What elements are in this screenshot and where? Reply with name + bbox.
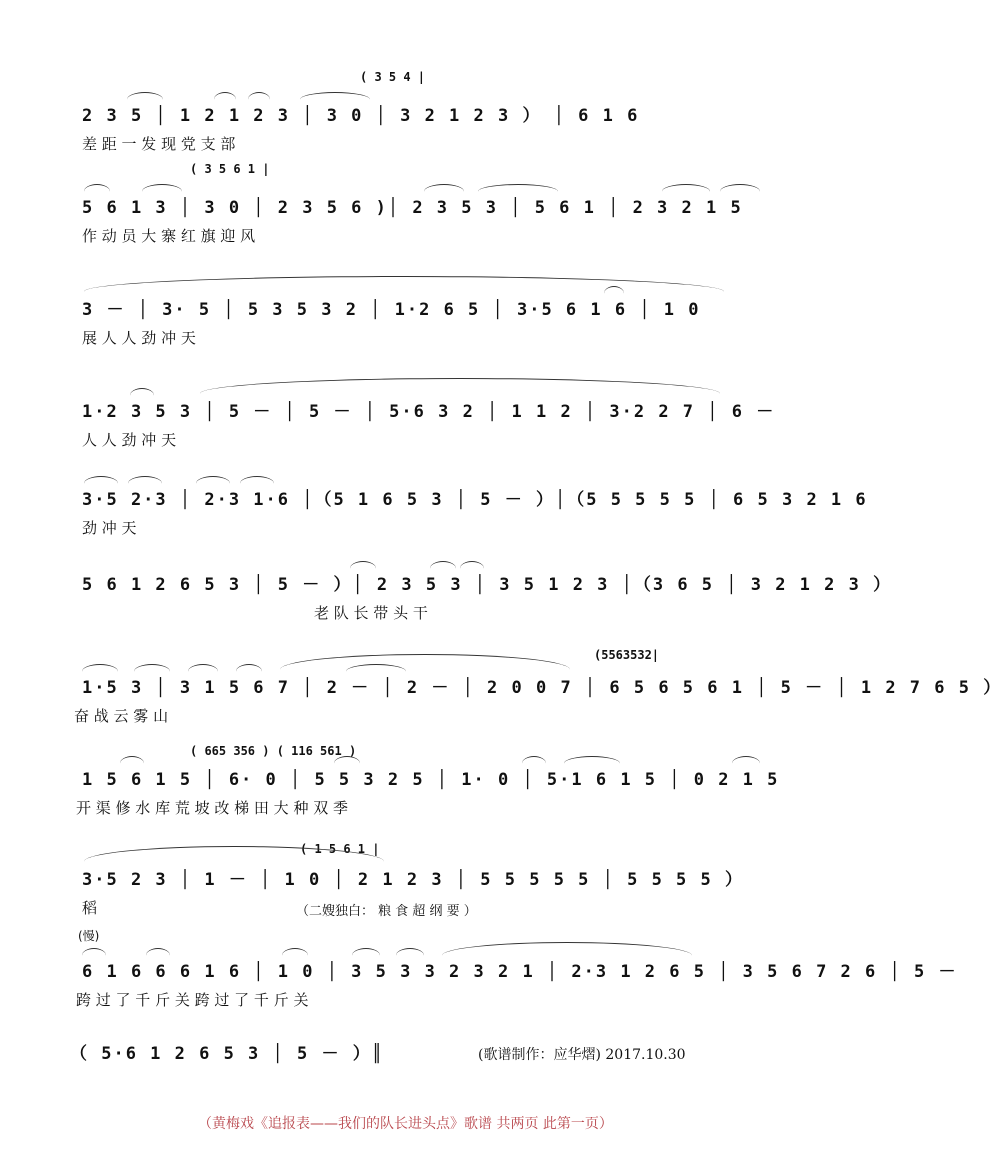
slur <box>236 664 262 679</box>
notation-5: 3·5 2·3 │ 2·3 1·6 │（5 1 6 5 3 │ 5 － ）│（5 5 5 5 5 │ 6 5 3 2 1 6 <box>82 490 868 510</box>
notation-2: 5 6 1 3 │ 3 0 │ 2 3 5 6 )│ 2 3 5 3 │ 5 6 1 │ 2 3 2 1 5 <box>82 198 743 218</box>
slur <box>732 756 760 771</box>
slur <box>424 184 464 199</box>
slur <box>128 476 162 491</box>
notation-3: 3 － │ 3· 5 │ 5 3 5 3 2 │ 1·2 6 5 │ 3·5 6 1 6 │ 1 0 <box>82 300 701 320</box>
slur <box>84 276 724 307</box>
page-caption: （黄梅戏《追报表——我们的队长进头点》歌谱 共两页 此第一页） <box>198 1116 613 1132</box>
lyrics-4: 人 人 劲 冲 天 <box>82 431 177 449</box>
slur <box>146 948 170 963</box>
slur <box>720 184 760 199</box>
lyrics-7: 奋 战 云 雾 山 <box>74 707 169 725</box>
slur <box>352 948 380 963</box>
spoken-dialogue: （二嫂独白： 粮 食 超 纲 要 ） <box>296 904 477 919</box>
slur <box>120 756 144 771</box>
lyrics-2: 作 动 员 大 寨 红 旗 迎 风 <box>82 227 256 245</box>
slur <box>460 561 484 576</box>
cue-notes-9: ( 1 5 6 1 | <box>300 842 380 856</box>
slur <box>350 561 376 576</box>
slur <box>82 664 118 679</box>
slur <box>134 664 170 679</box>
slur <box>662 184 710 199</box>
notation-4: 1·2 3 5 3 │ 5 － │ 5 － │ 5·6 3 2 │ 1 1 2 │ 3·2 2 7 │ 6 － <box>82 402 776 422</box>
slur <box>127 92 163 107</box>
slur <box>84 476 118 491</box>
slur <box>430 561 456 576</box>
lyrics-6: 老 队 长 带 头 干 <box>314 604 428 622</box>
slur <box>334 756 360 771</box>
slur <box>346 664 406 679</box>
slur <box>196 476 230 491</box>
notation-8: 1 5 6 1 5 │ 6· 0 │ 5 5 3 2 5 │ 1· 0 │ 5·1 6 1 5 │ 0 2 1 5 <box>82 770 780 790</box>
notation-1: 2 3 5 │ 1 2 1 2 3 │ 3 0 │ 3 2 1 2 3 ） │ 6 1 6 <box>82 106 640 126</box>
slur <box>282 948 308 963</box>
lyrics-1: 差 距 一 发 现 党 支 部 <box>82 135 236 153</box>
slur <box>240 476 274 491</box>
lyrics-9: 稻 <box>82 899 98 917</box>
slur <box>84 184 110 199</box>
lyrics-5: 劲 冲 天 <box>82 519 137 537</box>
slur <box>188 664 218 679</box>
lyrics-8: 开 渠 修 水 库 荒 坡 改 梯 田 大 种 双 季 <box>76 799 348 817</box>
tempo-mark: (慢) <box>78 929 100 943</box>
notation-11: （ 5·6 1 2 6 5 3 │ 5 － ）║ <box>70 1044 384 1064</box>
cue-notes-1: ( 3 5 4 | <box>360 70 426 84</box>
slur <box>396 948 424 963</box>
slur <box>200 378 720 409</box>
slur <box>604 286 624 301</box>
cue-notes-2: ( 3 5 6 1 | <box>190 162 270 176</box>
slur <box>478 184 558 199</box>
slur <box>280 654 570 685</box>
slur <box>300 92 370 107</box>
cue-notes-8: ( 665 356 ) ( 116 561 ) <box>190 744 357 758</box>
slur <box>130 388 154 403</box>
notation-7: 1·5 3 │ 3 1 5 6 7 │ 2 － │ 2 － │ 2 0 0 7 │ 6 5 6 5 6 1 │ 5 － │ 1 2 7 6 5 ） <box>82 678 1002 698</box>
notation-10: 6 1 6 6 6 1 6 │ 1 0 │ 3 5 3 3 2 3 2 1 │ 2·3 1 2 6 5 │ 3 5 6 7 2 6 │ 5 － <box>82 962 958 982</box>
slur <box>248 92 270 107</box>
slur <box>564 756 620 771</box>
notation-6: 5 6 1 2 6 5 3 │ 5 － ）│ 2 3 5 3 │ 3 5 1 2 3 │（3 6 5 │ 3 2 1 2 3 ） <box>82 575 893 595</box>
slur <box>82 948 106 963</box>
slur <box>142 184 182 199</box>
slur <box>84 846 384 877</box>
cue-notes-7: (5563532| <box>594 648 660 662</box>
lyrics-3: 展 人 人 劲 冲 天 <box>82 329 196 347</box>
slur <box>214 92 236 107</box>
slur <box>522 756 546 771</box>
slur <box>442 942 692 969</box>
score-credit: (歌谱制作：应华熠) 2017.10.30 <box>478 1047 686 1063</box>
lyrics-10: 跨 过 了 千 斤 关 跨 过 了 千 斤 关 <box>76 991 309 1009</box>
notation-9: 3·5 2 3 │ 1 － │ 1 0 │ 2 1 2 3 │ 5 5 5 5 5 │ 5 5 5 5 ） <box>82 870 744 890</box>
